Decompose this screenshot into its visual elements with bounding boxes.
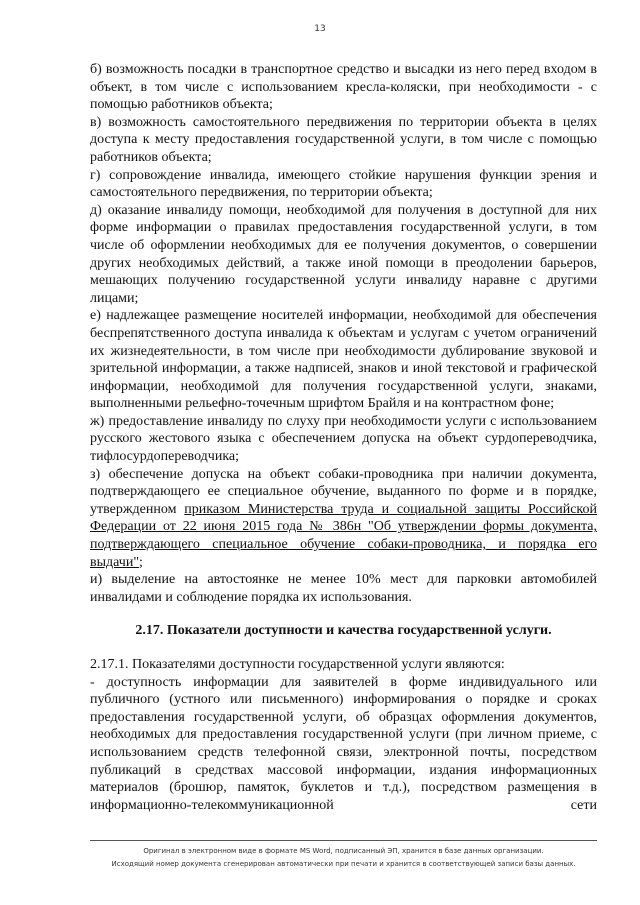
paragraph-availability: - доступность информации для заявителей в форме индивидуального или публичного (устного или письменного) информирования о порядке и сроках предоставления государственной услуги, об образцах оформления документов, необходимых для предоставления государственной услуги (при личном приеме, с использованием средств телефонной связи, электронной почты, посредством публикаций в средствах массовой информации, издания информационных материалов (брошюр, памяток, буклетов и т.д.), посредством размещения в информационно-телекоммуникационной сети: [90, 674, 597, 813]
paragraph-v: в) возможность самостоятельного передвижения по территории объекта в целях доступа к месту предоставления государственной услуги, в том числе с помощью работников объекта;: [90, 114, 597, 165]
paragraph-d: д) оказание инвалиду помощи, необходимой для получения в доступной для них форме информации о правилах предоставления государственной услуги, в том числе об оформлении необходимых для ее получения документов, о совершении других необходимых действий, а также иной помощи в преодолении барьеров, мешающих получению государственной услуги инвалиду наравне с другими лицами;: [90, 202, 597, 306]
paragraph-e: е) надлежащее размещение носителей информации, необходимой для обеспечения беспрепятственного доступа инвалида к объектам и услугам с учетом ограничений их жизнедеятельности, в том числе при необходимости дублирование звуковой и зрительной информации, а также надписей, знаков и иной текстовой и графической информации, необходимой для получения государственной услуги, знаками, выполненными рельефно-точечным шрифтом Брайля и на контрастном фоне;: [90, 308, 597, 412]
order-link[interactable]: приказом Министерства труда и социальной защиты Российской Федерации от 22 июня 2015 года № 386н "Об утверждении формы документа, подтверждающего специальное обучение собаки-проводника, и порядка его выдачи": [90, 501, 597, 570]
footer-line-1: Оригинал в электронном виде в формате MS Word, подписанный ЭП, хранится в базе данных организации.: [143, 847, 544, 855]
footer: [90, 840, 597, 871]
paragraph-zh: ж) предоставление инвалиду по слуху при необходимости услуги с использованием русского жестового языка с обеспечением допуска на объект сурдопереводчика, тифлосурдопереводчика;: [90, 413, 597, 465]
paragraph-i: и) выделение на автостоянке не менее 10% мест для парковки автомобилей инвалидами и соблюдение порядка их использования.: [90, 572, 597, 605]
footer-line-2: Исходящий номер документа сгенерирован автоматически при печати и хранится в соответствующей записи базы данных.: [111, 860, 576, 868]
paragraph-z-suffix: ;: [139, 554, 143, 570]
paragraph-b: б) возможность посадки в транспортное средство и высадки из него перед входом в объект, в том числе с использованием кресла-коляски, при необходимости - с помощью работников объекта;: [90, 62, 597, 113]
section-heading: 2.17. Показатели доступности и качества государственной услуги.: [135, 623, 552, 639]
paragraph-2-17-1: 2.17.1. Показателями доступности государственной услуги являются:: [90, 657, 505, 672]
paragraph-z: [90, 466, 597, 572]
document-body: [90, 61, 597, 814]
paragraph-z-prefix: з) обеспечение допуска на объект собаки-проводника при наличии документа, подтверждающего ее специальное обучение, выданного по форме и в порядке, утвержденном: [90, 466, 597, 517]
page-number: 13: [314, 24, 326, 34]
paragraph-g: г) сопровождение инвалида, имеющего стойкие нарушения функции зрения и самостоятельного передвижения, по территории объекта;: [90, 167, 597, 201]
